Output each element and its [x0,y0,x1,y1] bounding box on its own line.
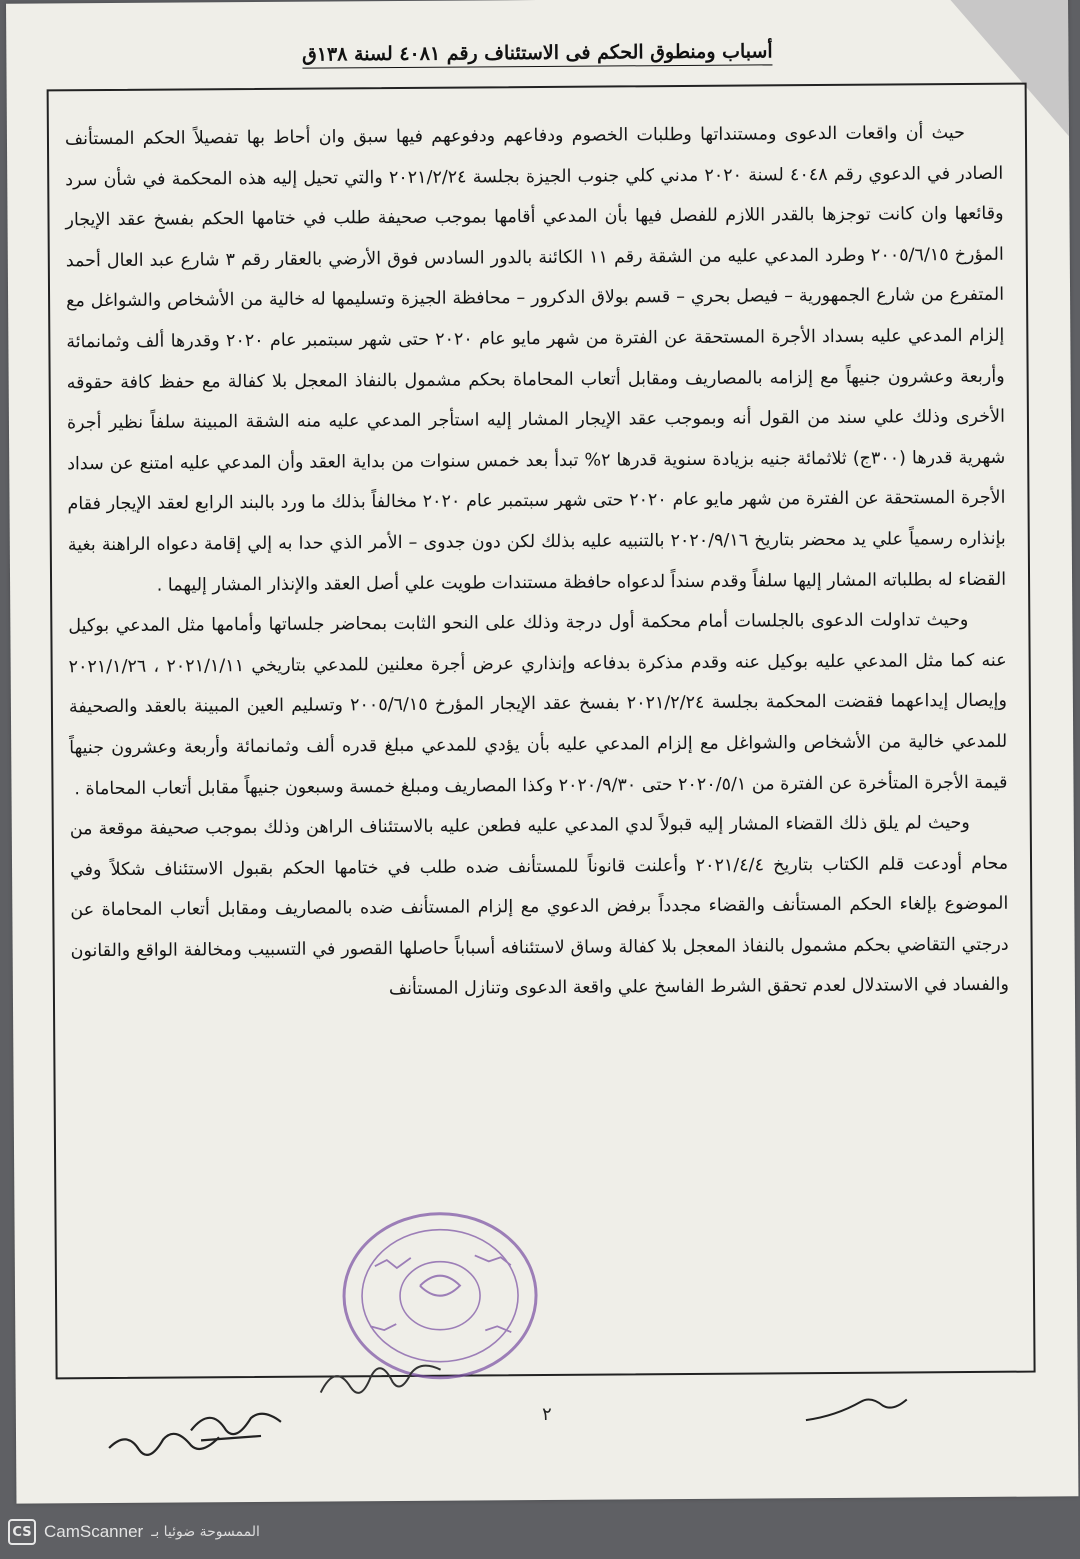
camscanner-watermark [0,1510,368,1554]
signature-mark [315,1357,445,1408]
paragraph-facts: حيث أن واقعات الدعوى ومستنداتها وطلبات الخصوم ودفاعهم ودفوعهم فيها سبق وان أحاط بها تفصيلاً الحكم المستأنف الصادر في الدعوي رقم ٤٠٤٨ لسنة ٢٠٢٠ مدني كلي جنوب الجيزة بجلسة ٢٠٢١/٢/٢٤ والتي تحيل إليه هذه المحكمة في شأن سرد وقائعها وان كانت توجزها بالقدر اللازم للفصل فيها بأن المدعي أقامها بموجب صحيفة طلب في ختامها الحكم بفسخ عقد الإيجار المؤرخ ٢٠٠٥/٦/١٥ وطرد المدعي عليه من الشقة رقم ١١ الكائنة بالدور السادس فوق الأرضي بالعقار رقم ٣ شارع عبد العال أحمد المتفرع من شارع الجمهورية – فيصل بحري – قسم بولاق الدكرور – محافظة الجيزة وتسليمها له خالية من الأشخاص والشواغل مع إلزام المدعي عليه بسداد الأجرة المستحقة عن الفترة من شهر مايو عام ٢٠٢٠ حتى شهر سبتمبر عام ٢٠٢٠ وقدرها ألف وثمانمائة وأربعة وعشرون جنيهاً مع إلزامه بالمصاريف ومقابل أتعاب المحاماة بحكم مشمول بالنفاذ المعجل بلا كفالة مع حفظ كافة حقوقه الأخرى وذلك علي سند من القول أنه وبموجب عقد الإيجار المشار إليه استأجر المدعي عليه منه الشقة المبينة سلفاً نظير أجرة شهرية قدرها (٣٠٠ج) ثلاثمائة جنيه بزيادة سنوية قدرها ٢% تبدأ بعد خمس سنوات من بداية العقد وأن المدعي عليه امتنع عن سداد الأجرة المستحقة عن الفترة من شهر مايو عام ٢٠٢٠ حتى شهر سبتمبر عام ٢٠٢٠ مخالفاً بذلك ما ورد بالبند الرابع لعقد الإيجار فقام بإنذاره رسمياً علي يد محضر بتاريخ ٢٠٢٠/٩/١٦ بالتنبيه عليه بذلك لكن دون جدوى – الأمر الذي حدا به إلي إقامة دعواه الراهنة بغية القضاء له بطلباته المشار إليها سلفاً وقدم سنداً لدعواه حافظة مستندات طويت علي أصل العقد والإنذار المشار إليهما . [64,123,1007,596]
camscanner-brand: CamScanner [44,1522,144,1541]
header-title-text: أسباب ومنطوق الحكم فى الاستئناف رقم ٤٠٨١ لسنة ١٣٨ق [302,40,773,68]
camscanner-logo-icon: CS [8,1519,36,1545]
paragraph-proceedings: وحيث تداولت الدعوى بالجلسات أمام محكمة أول درجة وذلك على النحو الثابت بمحاضر جلساتها وأمامها مثل المدعي بوكيل عنه كما مثل المدعي عليه بوكيل عنه وقدم مذكرة بدفاعه وإنذاري عرض أجرة معلنين للمدعي بتاريخي ٢٠٢١/١/١١ ، ٢٠٢١/١/٢٦ وإيصال إيداعهما فقضت المحكمة بجلسة ٢٠٢١/٢/٢٤ بفسخ عقد الإيجار المؤرخ ٢٠٠٥/٦/١٥ وتسليم العين المبينة بالعقد والصحيفة للمدعي خالية من الأشخاص والشواغل مع إلزام المدعي عليه بأن يؤدي للمدعي مبلغ قدره ألف وثمانمائة وأربعة وعشرون جنيهاً قيمة الأجرة المتأخرة عن الفترة من ٢٠٢٠/٥/١ حتى ٢٠٢٠/٩/٣٠ وكذا المصاريف ومبلغ خمسة وسبعون جنيهاً مقابل أتعاب المحاماة . [68,610,1008,799]
document-page [6,0,1078,1504]
document-header [6,38,1068,67]
page-number: ٢ [541,1403,552,1425]
document-body [65,113,1009,1013]
paragraph-appeal: وحيث لم يلق ذلك القضاء المشار إليه قبولاً لدي المدعي عليه فطعن عليه بالاستئناف الراهن وذلك بموجب صحيفة موقعة من محام أودعت قلم الكتاب بتاريخ ٢٠٢١/٤/٤ وأعلنت قانوناً للمستأنف ضده طلب في ختامها الحكم بقبول الاستئناف شكلاً وفي الموضوع بإلغاء الحكم المستأنف والقضاء مجدداً برفض الدعوي مع إلزام المستأنف ضده بالمصاريف ومقابل أتعاب المحاماة عن درجتي التقاضي بحكم مشمول بالنفاذ المعجل بلا كفالة وساق لاستئنافه أسباباً حاصلها القصور في التسبيب ومخالفة الواقع والقانون والفساد في الاستدلال لعدم تحقق الشرط الفاسخ علي واقعة الدعوى وتنازل المستأنف [69,813,1009,1000]
signature-mark [104,1422,224,1468]
camscanner-label: الممسوحة ضوئيا بـ [151,1524,260,1540]
